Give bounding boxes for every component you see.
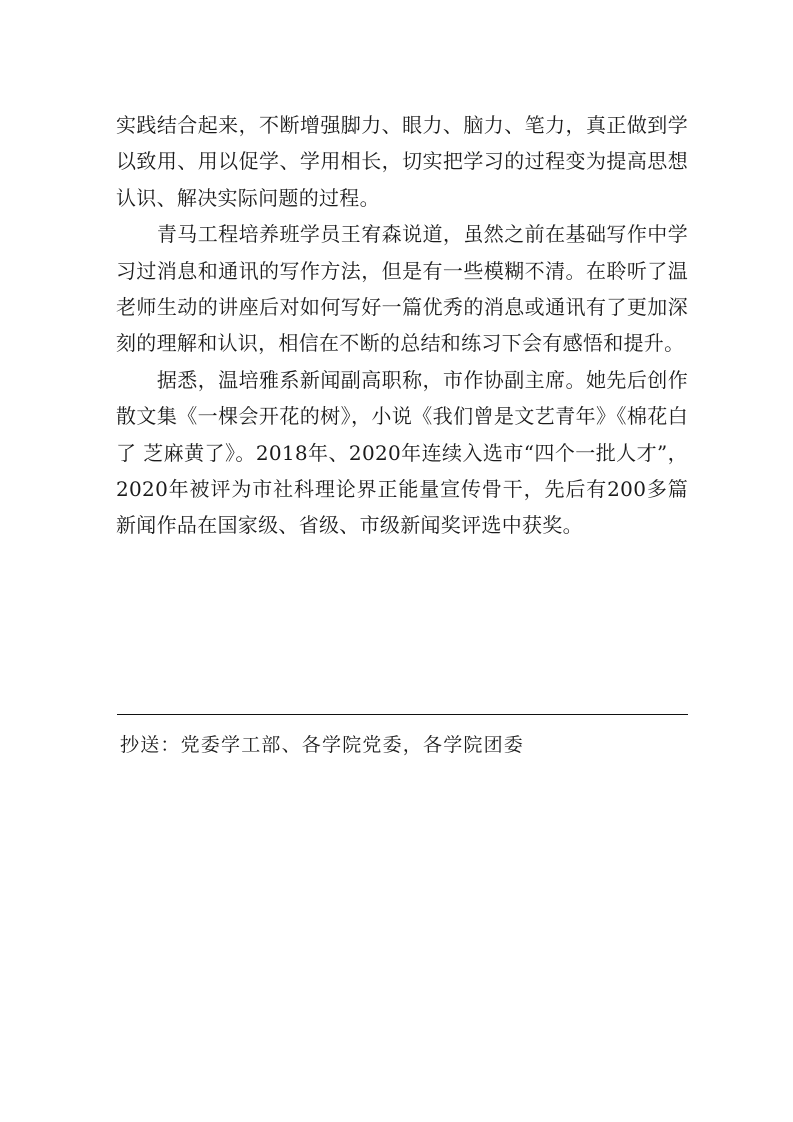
cc-recipients: 抄送：党委学工部、各学院党委，各学院团委 [120,734,525,756]
paragraph-continuation: 实践结合起来，不断增强脚力、眼力、脑力、笔力，真正做到学以致用、用以促学、学用相长，切实把学习的过程变为提高思想认识、解决实际问题的过程。 [116,113,688,210]
cc-divider-line [117,714,688,715]
document-body [116,107,688,544]
paragraph-student-quote: 青马工程培养班学员王宥森说道，虽然之前在基础写作中学习过消息和通讯的写作方法，但是有一些模糊不清。在聆听了温老师生动的讲座后对如何写好一篇优秀的消息或通讯有了更加深刻的理解和认识，相信在不断的总结和练习下会有感悟和提升。 [116,222,688,356]
paragraph-speaker-bio: 据悉，温培雅系新闻副高职称，市作协副主席。她先后创作散文集《一棵会开花的树》，小说《我们曾是文艺青年》《棉花白了 芝麻黄了》。2018年、2020年连续入选市“四个一批人才”，2020年被评为市社科理论界正能量宣传骨干，先后有200多篇新闻作品在国家级、省级、市级新闻奖评选中获奖。 [116,367,688,538]
